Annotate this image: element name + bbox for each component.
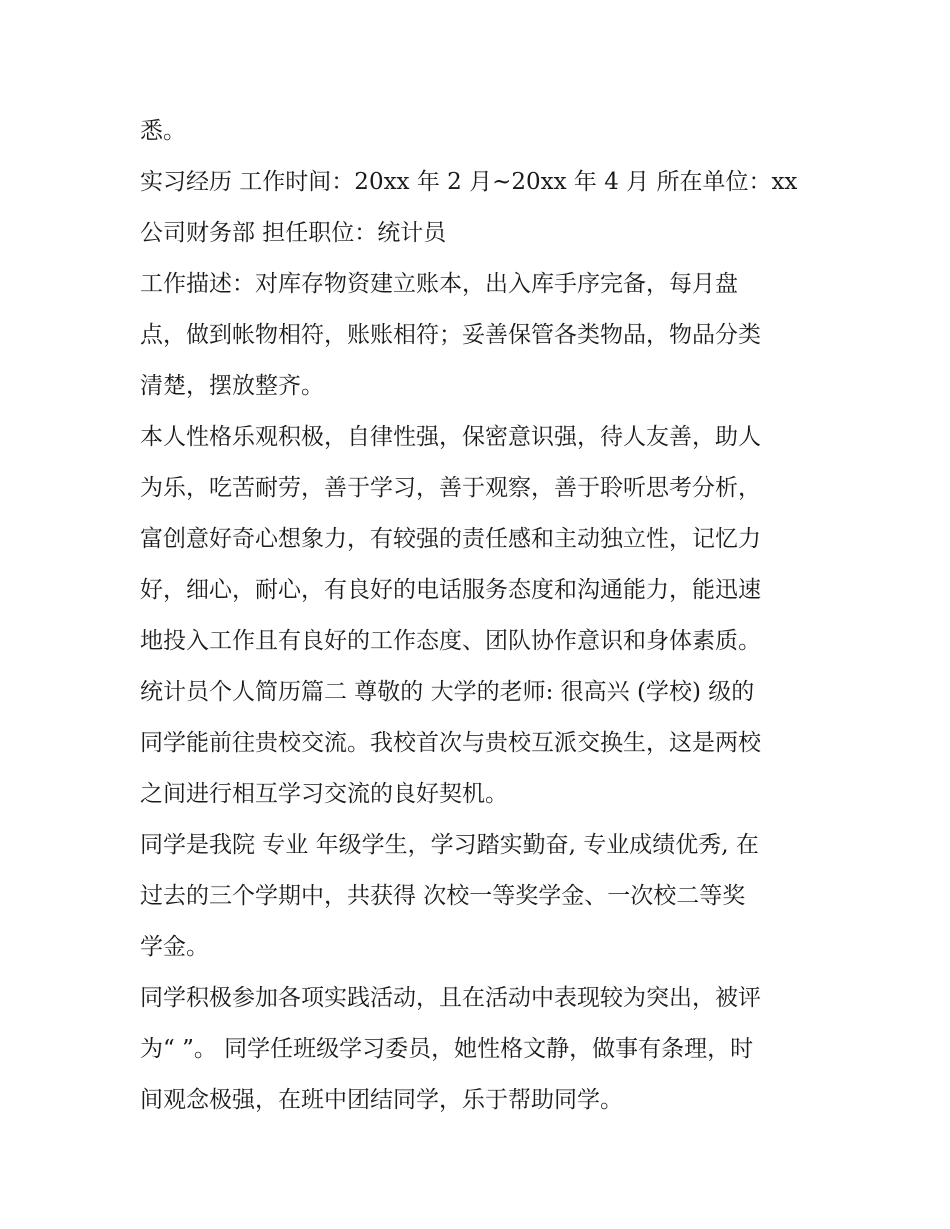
text-line: 同学是我院 专业 年级学生，学习踏实勤奋, 专业成绩优秀, 在 bbox=[140, 832, 759, 858]
paragraph-resume-two-intro bbox=[140, 667, 820, 820]
text-line: 清楚，摆放整齐。 bbox=[140, 373, 324, 399]
text-line: 公司财务部 担任职位：统计员 bbox=[140, 220, 447, 246]
text-line: 好，细心，耐心，有良好的电话服务态度和沟通能力，能迅速 bbox=[140, 577, 761, 603]
text-line: 过去的三个学期中，共获得 次校一等奖学金、一次校二等奖 bbox=[140, 883, 746, 909]
text-line: 富创意好奇心想象力，有较强的责任感和主动独立性，记忆力 bbox=[140, 526, 761, 552]
paragraph-continuation bbox=[140, 106, 820, 157]
text-line: 同学积极参加各项实践活动，且在活动中表现较为突出，被评 bbox=[140, 985, 761, 1011]
paragraph-academic-record bbox=[140, 820, 820, 973]
paragraph-job-description bbox=[140, 259, 820, 412]
text-line: 地投入工作且有良好的工作态度、团队协作意识和身体素质。 bbox=[140, 628, 761, 654]
text-line: 之间进行相互学习交流的良好契机。 bbox=[140, 781, 508, 807]
text-line: 学金。 bbox=[140, 934, 209, 960]
text-line: 悉。 bbox=[140, 118, 186, 144]
text-line: 实习经历 工作时间：20xx 年 2 月~20xx 年 4 月 所在单位：xx bbox=[140, 169, 798, 195]
paragraph-self-assessment bbox=[140, 412, 820, 667]
paragraph-internship-experience bbox=[140, 157, 820, 259]
text-line: 为乐，吃苦耐劳，善于学习，善于观察，善于聆听思考分析， bbox=[140, 475, 761, 501]
text-line: 本人性格乐观积极，自律性强，保密意识强，待人友善，助人 bbox=[140, 424, 761, 450]
paragraph-activities bbox=[140, 973, 820, 1126]
text-line: 统计员个人简历篇二 尊敬的 大学的老师: 很高兴 (学校) 级的 bbox=[140, 679, 755, 705]
text-line: 同学能前往贵校交流。我校首次与贵校互派交换生，这是两校 bbox=[140, 730, 761, 756]
text-line: 点，做到帐物相符，账账相符；妥善保管各类物品，物品分类 bbox=[140, 322, 761, 348]
text-line: 工作描述：对库存物资建立账本，出入库手序完备，每月盘 bbox=[140, 271, 738, 297]
text-line: 间观念极强，在班中团结同学，乐于帮助同学。 bbox=[140, 1087, 623, 1113]
document-page bbox=[140, 106, 820, 1126]
text-line: 为“ ”。 同学任班级学习委员，她性格文静，做事有条理，时 bbox=[140, 1036, 754, 1062]
